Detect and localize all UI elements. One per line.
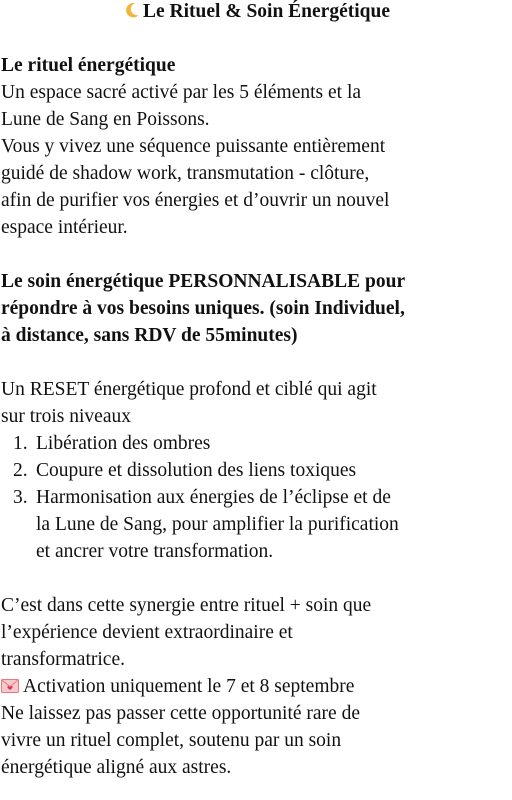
levels-list [1, 430, 512, 565]
page-title [1, 0, 512, 25]
list-item-number: 2. [13, 460, 28, 481]
final-line: énergétique aligné aux astres. [1, 757, 232, 778]
list-item-line: et ancrer votre transformation. [36, 541, 274, 562]
soin-heading-line: répondre à vos besoins uniques. (soin Individuel, [1, 298, 405, 319]
spacer [1, 565, 512, 592]
activation-line [1, 673, 512, 700]
ritual-heading: Le rituel énergétique [1, 55, 176, 76]
ritual-line: Un espace sacré activé par les 5 éléments et la [1, 82, 362, 103]
list-item-line: la Lune de Sang, pour amplifier la purification [36, 514, 399, 535]
list-item [1, 484, 512, 565]
soin-intro-line: Un RESET énergétique profond et ciblé qui agit [1, 379, 377, 400]
ritual-section [1, 52, 512, 241]
love-letter-icon [1, 679, 19, 693]
spacer [1, 25, 512, 52]
closing-section [1, 592, 512, 781]
list-item-number: 1. [13, 433, 28, 454]
activation-text: Activation uniquement le 7 et 8 septembre [23, 676, 355, 697]
ritual-line: espace intérieur. [1, 217, 128, 238]
list-item-line: Libération des ombres [36, 433, 211, 454]
closing-line: C’est dans cette synergie entre rituel + soin que [1, 595, 372, 616]
ritual-line: guidé de shadow work, transmutation - clôture, [1, 163, 370, 184]
ritual-line: afin de purifier vos énergies et d’ouvrir un nouvel [1, 190, 390, 211]
crescent-moon-icon [123, 1, 141, 19]
list-item-line: Coupure et dissolution des liens toxiques [36, 460, 357, 481]
soin-section [1, 268, 512, 565]
ritual-line: Vous y vivez une séquence puissante entièrement [1, 136, 386, 157]
ritual-line: Lune de Sang en Poissons. [1, 109, 210, 130]
soin-heading-line: à distance, sans RDV de 55minutes) [1, 325, 298, 346]
final-line: vivre un rituel complet, soutenu par un soin [1, 730, 342, 751]
closing-line: l’expérience devient extraordinaire et [1, 622, 293, 643]
spacer [1, 241, 512, 268]
list-item-line: Harmonisation aux énergies de l’éclipse et de [36, 487, 391, 508]
spacer [1, 349, 512, 376]
list-item [1, 457, 512, 484]
closing-line: transformatrice. [1, 649, 125, 670]
page-title-text: Le Rituel & Soin Énergétique [143, 1, 390, 22]
final-line: Ne laissez pas passer cette opportunité rare de [1, 703, 360, 724]
soin-intro-line: sur trois niveaux [1, 406, 131, 427]
list-item [1, 430, 512, 457]
list-item-number: 3. [13, 487, 28, 508]
soin-heading-line: Le soin énergétique PERSONNALISABLE pour [1, 271, 406, 292]
